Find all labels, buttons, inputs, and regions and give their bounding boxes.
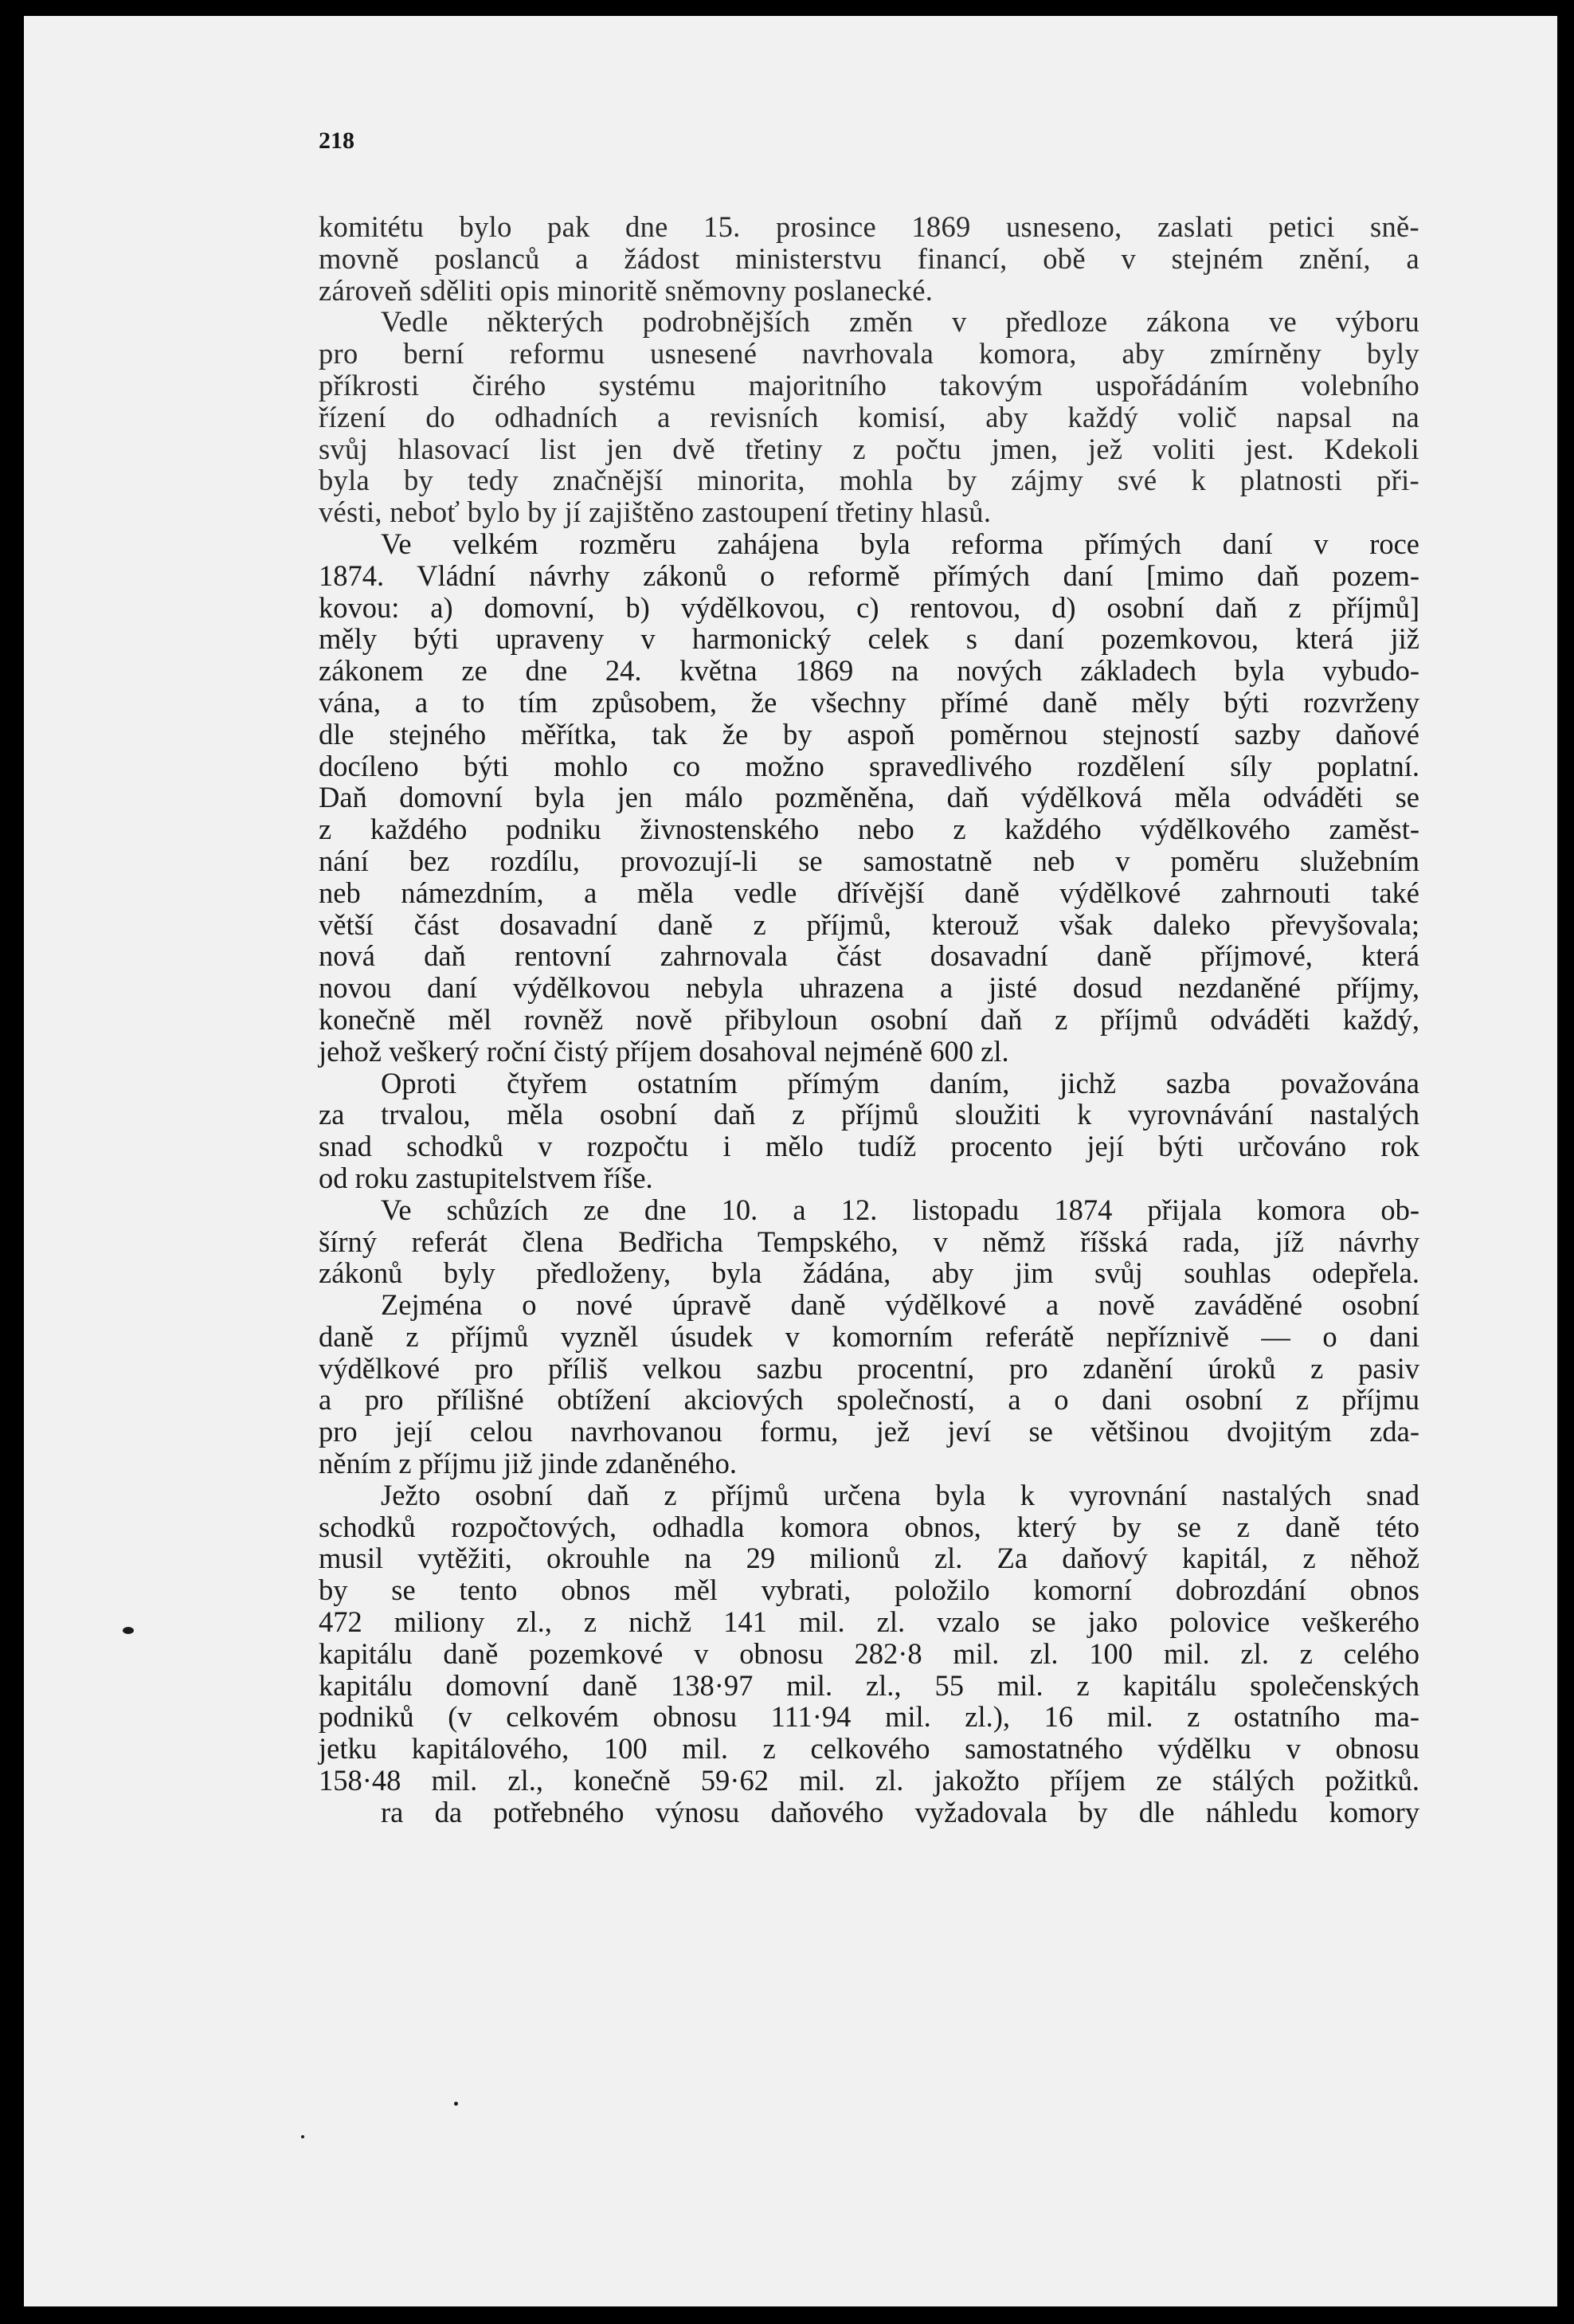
text-line: zákonem ze dne 24. května 1869 na nových základech byla vybudo- xyxy=(319,654,1419,688)
text-line: nová daň rentovní zahrnovala část dosavadní daně příjmové, která xyxy=(319,939,1419,973)
scan-speck xyxy=(301,2135,304,2138)
text-line: pro berní reformu usnesené navrhovala komora, aby zmírněny byly xyxy=(319,337,1419,370)
text-line: zároveň sděliti opis minoritě sněmovny poslanecké. xyxy=(319,273,934,307)
text-line: šírný referát člena Bedřicha Tempského, v němž říšská rada, jíž návrhy xyxy=(319,1225,1419,1258)
text-line: dle stejného měřítka, tak že by aspoň poměrnou stejností sazby daňové xyxy=(319,717,1419,750)
body-text xyxy=(319,211,1419,1828)
text-line: měly býti upraveny v harmonický celek s daní pozemkovou, která již xyxy=(319,622,1419,656)
text-line: neb námezdním, a měla vedle dřívější daně výdělkové zahrnouti také xyxy=(319,876,1419,909)
text-line: a pro přílišné obtížení akciových společností, a o dani osobní z příjmu xyxy=(319,1383,1419,1417)
text-line: kapitálu daně pozemkové v obnosu 282·8 mil. zl. 100 mil. zl. z celého xyxy=(319,1636,1419,1670)
paragraph-start-line: Ve velkém rozměru zahájena byla reforma přímých daní v roce xyxy=(381,527,1419,560)
paragraph-start-line: Zejména o nové úpravě daně výdělkové a nově zaváděné osobní xyxy=(381,1288,1419,1322)
text-line: něním z příjmu již jinde zdaněného. xyxy=(319,1447,738,1480)
paragraph-start-line: Oproti čtyřem ostatním přímým daním, jichž sazba považována xyxy=(381,1066,1419,1099)
text-line: snad schodků v rozpočtu i mělo tudíž procento její býti určováno rok xyxy=(319,1130,1419,1163)
text-line: vésti, neboť bylo by jí zajištěno zastoupení třetiny hlasů. xyxy=(319,496,992,529)
text-line: nání bez rozdílu, provozují-li se samostatně neb v poměru služebním xyxy=(319,844,1419,877)
text-line: ra da potřebného výnosu daňového vyžadovala by dle náhledu komory xyxy=(381,1795,1419,1828)
text-line: za trvalou, měla osobní daň z příjmů sloužiti k vyrovnávání nastalých xyxy=(319,1098,1419,1131)
text-line: byla by tedy značnější minorita, mohla by zájmy své k platnosti při- xyxy=(319,464,1419,497)
text-line: konečně měl rovněž nově přibyloun osobní daň z příjmů odváděti každý, xyxy=(319,1002,1419,1036)
text-line: 472 miliony zl., z nichž 141 mil. zl. vzalo se jako polovice veškerého xyxy=(319,1605,1419,1639)
paragraph-start-line: Ježto osobní daň z příjmů určena byla k vyrovnání nastalých snad xyxy=(381,1478,1419,1511)
text-line: schodků rozpočtových, odhadla komora obnos, který by se z daně této xyxy=(319,1510,1419,1543)
scan-speck xyxy=(123,1627,134,1634)
text-line: kovou: a) domovní, b) výdělkovou, c) rentovou, d) osobní daň z příjmů] xyxy=(319,590,1419,624)
text-line: jetku kapitálového, 100 mil. z celkového samostatného výdělku v obnosu xyxy=(319,1732,1419,1766)
text-line: vána, a to tím způsobem, že všechny přímé daně měly býti rozvrženy xyxy=(319,685,1419,719)
text-line: od roku zastupitelstvem říše. xyxy=(319,1161,653,1194)
text-line: by se tento obnos měl vybrati, položilo komorní dobrozdání obnos xyxy=(319,1574,1419,1607)
scan-speck xyxy=(454,2102,458,2106)
text-line: docíleno býti mohlo co možno spravedlivého rozdělení síly poplatní. xyxy=(319,749,1419,782)
text-line: novou daní výdělkovou nebyla uhrazena a jisté dosud nezdaněné příjmy, xyxy=(319,971,1419,1005)
text-line: movně poslanců a žádost ministerstvu financí, obě v stejném znění, a xyxy=(319,241,1419,275)
text-line: daně z příjmů vyzněl úsudek v komorním referátě nepříznivě — o dani xyxy=(319,1319,1419,1353)
text-line: jehož veškerý roční čistý příjem dosahoval nejméně 600 zl. xyxy=(319,1034,1009,1068)
text-line: Daň domovní byla jen málo pozměněna, daň výdělková měla odváděti se xyxy=(319,781,1419,814)
text-line: 158·48 mil. zl., konečně 59·62 mil. zl. jakožto příjem ze stálých požitků. xyxy=(319,1764,1419,1797)
text-line: 1874. Vládní návrhy zákonů o reformě přímých daní [mimo daň pozem- xyxy=(319,558,1419,592)
paragraph-start-line: Vedle některých podrobnějších změn v předloze zákona ve výboru xyxy=(381,305,1419,339)
text-line: musil vytěžiti, okrouhle na 29 milionů zl. Za daňový kapitál, z něhož xyxy=(319,1542,1419,1575)
text-line: podniků (v celkovém obnosu 111·94 mil. zl.), 16 mil. z ostatního ma- xyxy=(319,1700,1419,1734)
text-line: svůj hlasovací list jen dvě třetiny z počtu jmen, jež voliti jest. Kdekoli xyxy=(319,432,1419,465)
text-line: příkrosti čirého systému majoritního takovým uspořádáním volebního xyxy=(319,368,1419,402)
scanned-page xyxy=(24,16,1557,2306)
text-line: řízení do odhadních a revisních komisí, aby každý volič napsal na xyxy=(319,400,1419,433)
text-line: zákonů byly předloženy, byla žádána, aby jim svůj souhlas odepřela. xyxy=(319,1256,1419,1290)
text-line: kapitálu domovní daně 138·97 mil. zl., 55 mil. z kapitálu společenských xyxy=(319,1668,1419,1702)
text-line: komitétu bylo pak dne 15. prosince 1869 usneseno, zaslati petici sně- xyxy=(319,210,1419,243)
paragraph-start-line: Ve schůzích ze dne 10. a 12. listopadu 1874 přijala komora ob- xyxy=(381,1193,1419,1226)
text-line: větší část dosavadní daně z příjmů, kterouž však daleko převyšovala; xyxy=(319,907,1419,941)
text-line: výdělkové pro příliš velkou sazbu procentní, pro zdanění úroků z pasiv xyxy=(319,1351,1419,1385)
text-line: pro její celou navrhovanou formu, jež jeví se většinou dvojitým zda- xyxy=(319,1415,1419,1448)
page-number: 218 xyxy=(319,127,354,154)
text-line: z každého podniku živnostenského nebo z každého výdělkového zaměst- xyxy=(319,813,1419,846)
